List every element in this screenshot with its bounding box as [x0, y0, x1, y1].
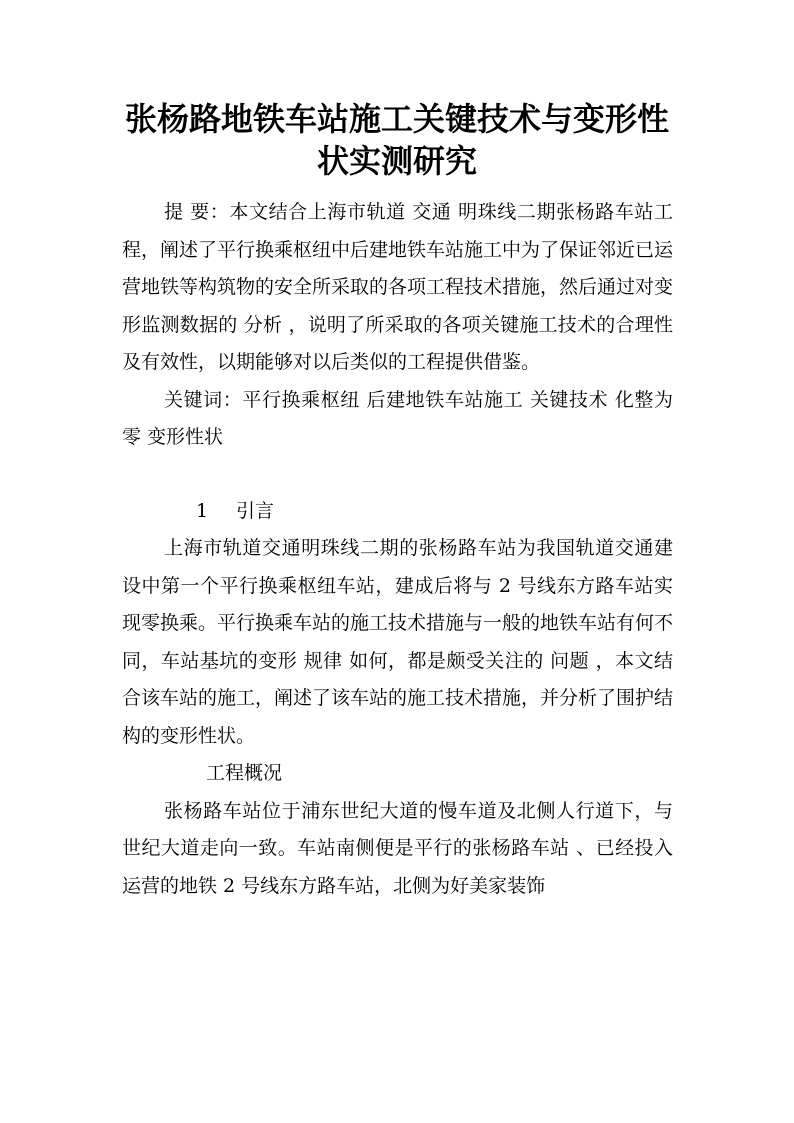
- abstract-label: 提 要：: [164, 201, 230, 223]
- section-2-heading: 工程概况: [206, 762, 283, 784]
- section-1-title: 引言: [236, 499, 275, 522]
- abstract-paragraph: [122, 194, 673, 382]
- keywords-label: 关键词：: [164, 388, 243, 411]
- section-gap: [122, 457, 673, 493]
- section-2-paragraph: 张杨路车站位于浦东世纪大道的慢车道及北侧人行道下，与世纪大道走向一致。车站南侧便是平行的张杨路车站 、已经投入运营的地铁 2 号线东方路车站，北侧为好美家装饰: [122, 799, 673, 897]
- section-1-heading: [122, 493, 673, 531]
- title-line-1: 张杨路地铁车站施工关键技术与变形性: [124, 100, 669, 138]
- document-body: [122, 194, 673, 905]
- keywords-text: 平行换乘枢纽 后建地铁车站施工 关键技术 化整为零 变形性状: [122, 388, 673, 448]
- section-1-number: 1: [196, 499, 209, 522]
- keywords-paragraph: [122, 382, 673, 457]
- section-1-paragraph: 上海市轨道交通明珠线二期的张杨路车站为我国轨道交通建设中第一个平行换乘枢纽车站，建成后将与 2 号线东方路车站实现零换乘。平行换乘车站的施工技术措施与一般的地铁车站有何不同，车站基坑的变形 规律 如何，都是颇受关注的 问题 ，本文结合该车站的施工，阐述了该车站的施工技术措施，并分析了围护结构的变形性状。: [122, 537, 674, 747]
- document-title: [100, 98, 694, 182]
- abstract-text: 本文结合上海市轨道 交通 明珠线二期张杨路车站工程，阐述了平行换乘枢纽中后建地铁车站施工中为了保证邻近已运营地铁等构筑物的安全所采取的各项工程技术措施，然后通过对变形监测数据的 分析 ，说明了所采取的各项关键施工技术的合理性及有效性，以期能够对以后类似的工程提供借鉴。: [122, 201, 674, 373]
- title-line-2: 状实测研究: [316, 142, 477, 180]
